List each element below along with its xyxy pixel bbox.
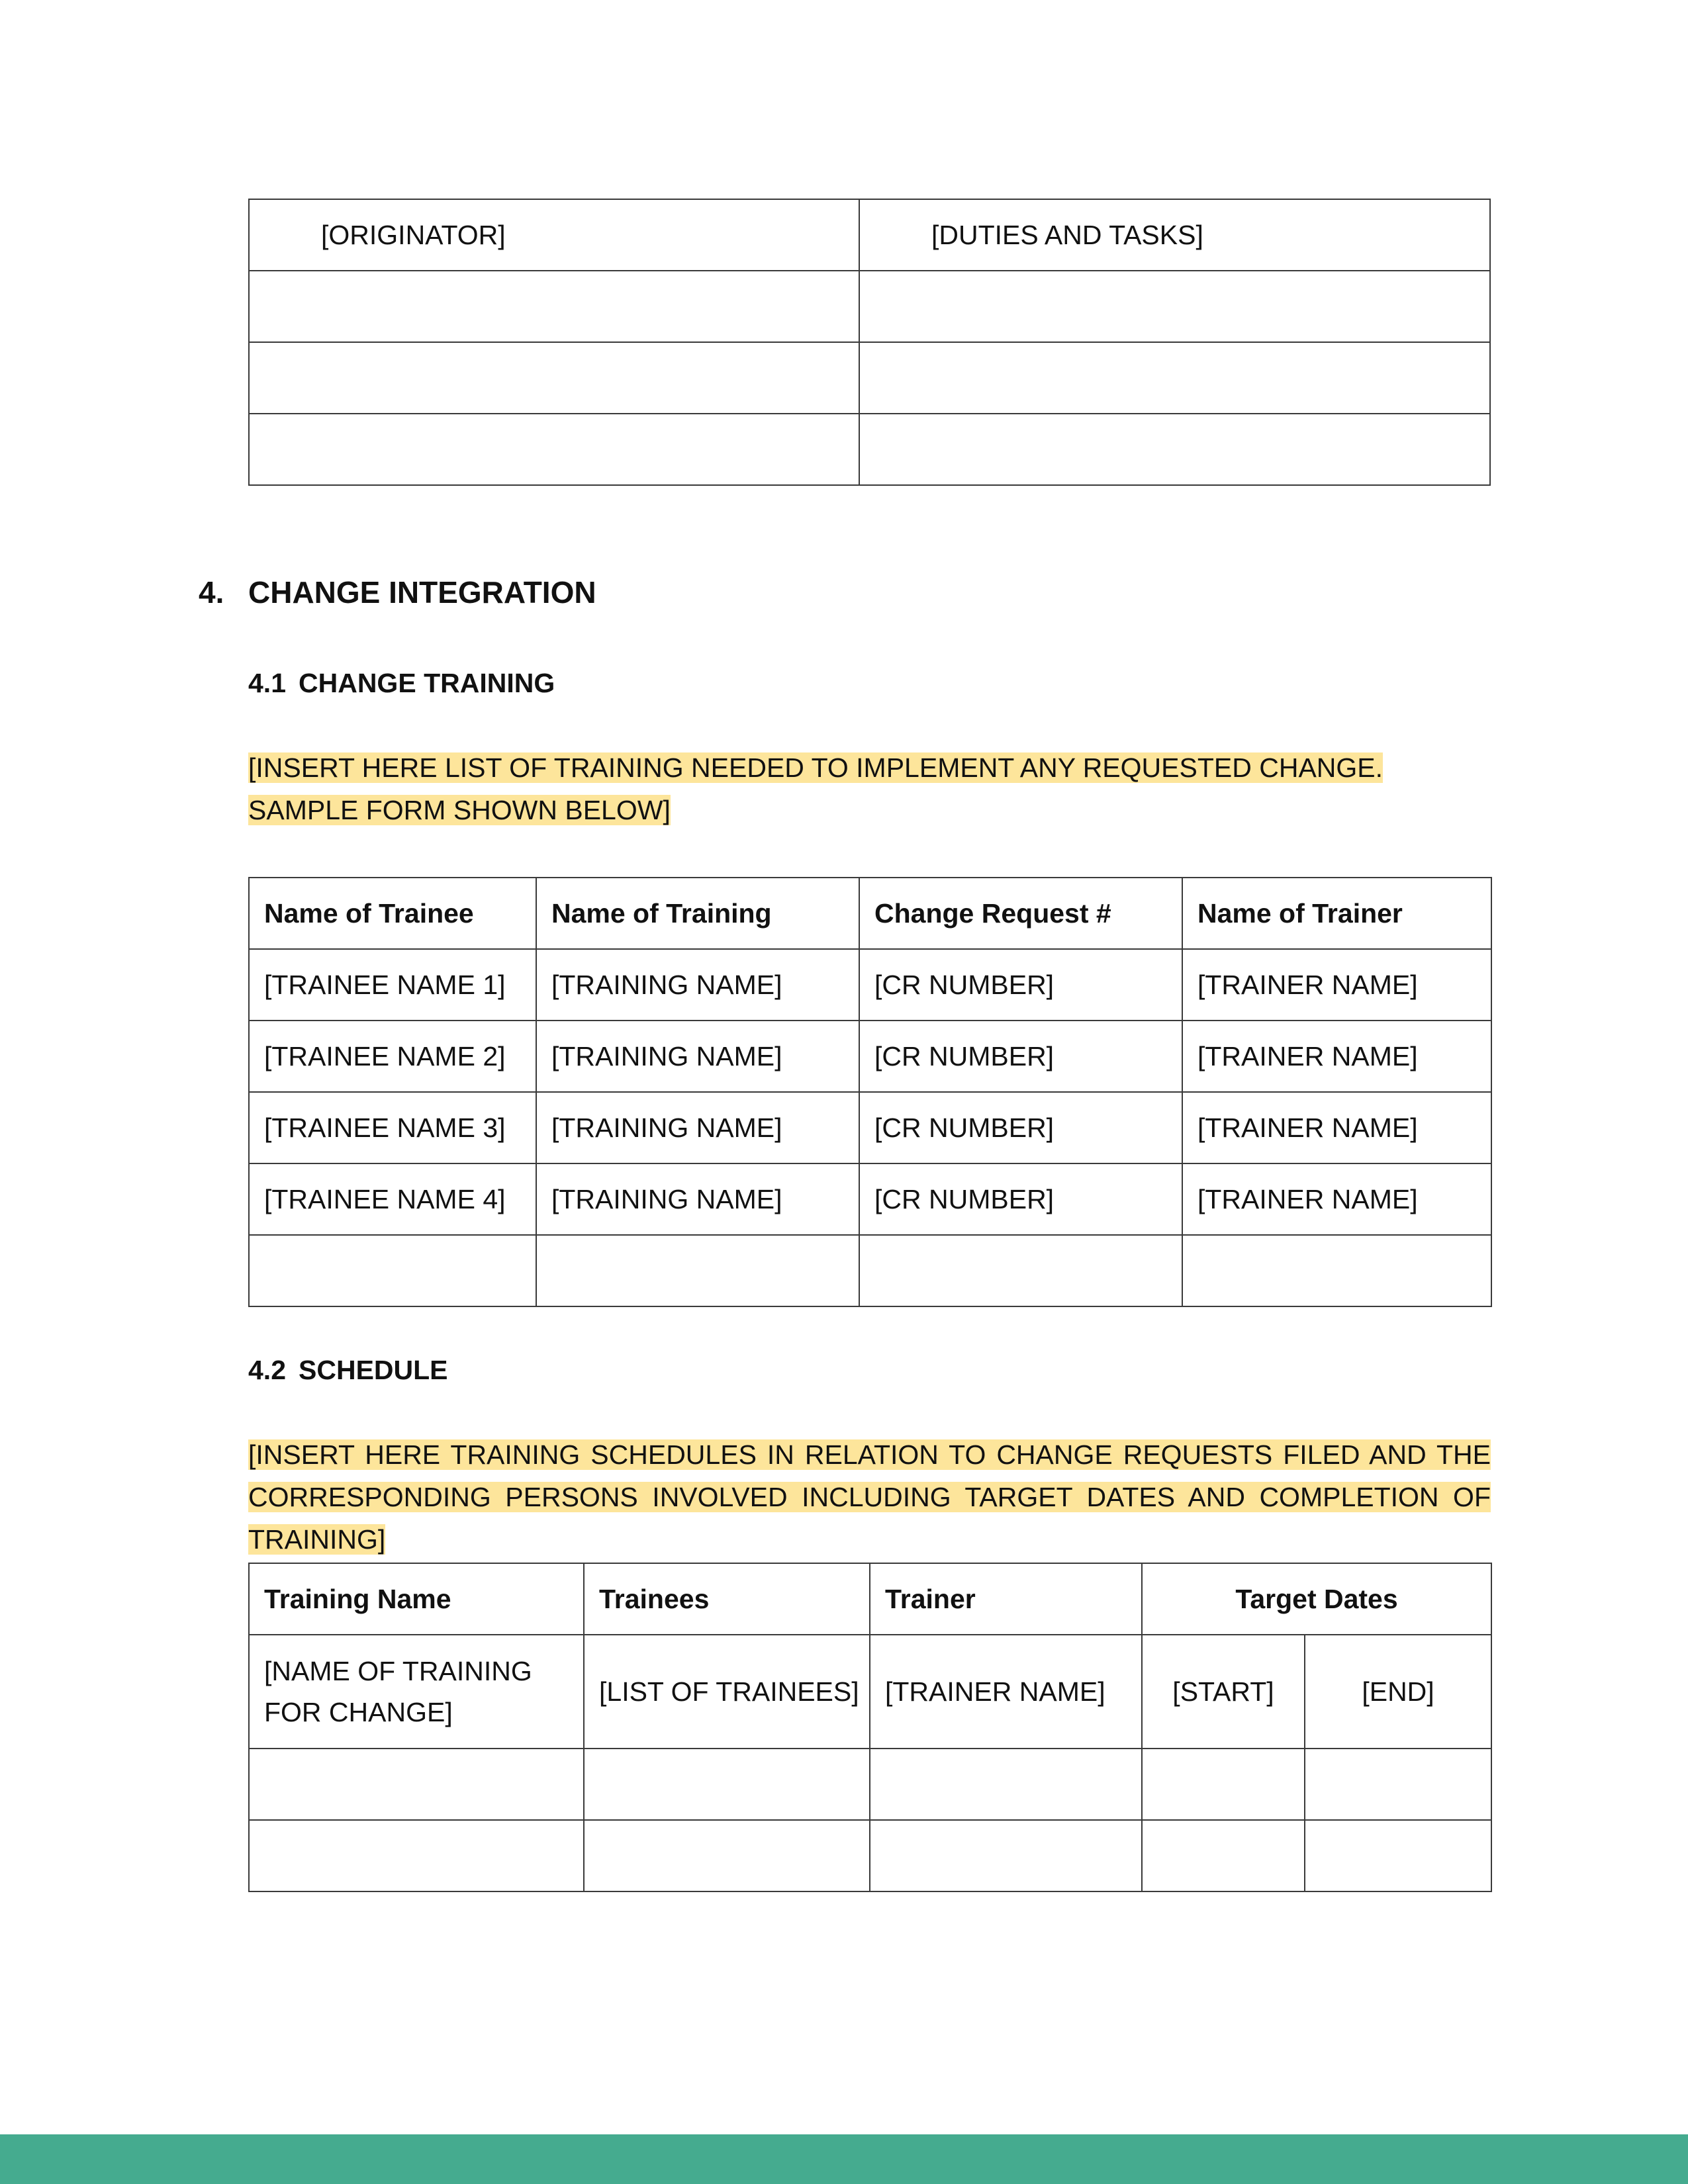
table-cell: [CR NUMBER]	[859, 949, 1182, 1021]
table-cell: [CR NUMBER]	[859, 1092, 1182, 1163]
table-cell	[249, 1635, 584, 1749]
table-row	[249, 1092, 1491, 1163]
table-cell: [CR NUMBER]	[859, 1021, 1182, 1092]
column-header: Trainees	[584, 1563, 870, 1635]
column-header: Target Dates	[1142, 1563, 1491, 1635]
table-cell	[249, 271, 859, 342]
column-header: Training Name	[249, 1563, 584, 1635]
section-title: CHANGE INTEGRATION	[248, 575, 596, 610]
table-cell	[584, 1749, 870, 1820]
table-cell	[870, 1749, 1142, 1820]
section-heading	[199, 574, 596, 610]
column-header: Trainer	[870, 1563, 1142, 1635]
table-row	[249, 949, 1491, 1021]
subsection-number: 4.2	[248, 1355, 286, 1385]
table-cell: [TRAINER NAME]	[1182, 1021, 1491, 1092]
table-row	[249, 1163, 1491, 1235]
table-cell: [LIST OF TRAINEES]	[584, 1635, 870, 1749]
table-cell	[870, 1820, 1142, 1891]
table-cell: [CR NUMBER]	[859, 1163, 1182, 1235]
subsection-title: SCHEDULE	[299, 1355, 448, 1385]
table-cell	[859, 1235, 1182, 1306]
table-cell	[249, 342, 859, 414]
instruction-text	[248, 747, 1491, 831]
table-row	[249, 414, 1490, 485]
subsection-heading	[248, 668, 555, 699]
table-cell	[249, 1749, 584, 1820]
table-header-row	[249, 878, 1491, 949]
table-header-row	[249, 1563, 1491, 1635]
table-cell	[249, 1820, 584, 1891]
table-row	[249, 1235, 1491, 1306]
table-cell: [TRAINING NAME]	[536, 1021, 859, 1092]
highlighted-instruction: [INSERT HERE TRAINING SCHEDULES IN RELATION TO CHANGE REQUESTS FILED AND THE CORRESPONDING PERSONS INVOLVED INCLUDING TARGET DATES AND COMPLETION OF TRAINING]	[248, 1439, 1491, 1555]
instruction-text	[248, 1433, 1491, 1561]
table-cell	[1305, 1820, 1491, 1891]
table-cell: [TRAINEE NAME 4]	[249, 1163, 536, 1235]
table-cell	[859, 342, 1490, 414]
table-cell	[1305, 1749, 1491, 1820]
column-header: Change Request #	[859, 878, 1182, 949]
table-cell	[584, 1820, 870, 1891]
footer-bar	[0, 2134, 1688, 2184]
cell-line: [NAME OF TRAINING	[264, 1656, 532, 1686]
table-cell: [TRAINER NAME]	[1182, 1163, 1491, 1235]
table-cell	[249, 414, 859, 485]
table-row	[249, 1749, 1491, 1820]
table-cell: [TRAINING NAME]	[536, 949, 859, 1021]
table-cell	[859, 271, 1490, 342]
table-cell	[1142, 1820, 1305, 1891]
table-cell: [TRAINING NAME]	[536, 1092, 859, 1163]
subsection-heading	[248, 1355, 448, 1386]
table-cell: [TRAINER NAME]	[870, 1635, 1142, 1749]
training-table	[248, 877, 1492, 1307]
column-header: Name of Trainer	[1182, 878, 1491, 949]
table-cell: [END]	[1305, 1635, 1491, 1749]
table-cell	[536, 1235, 859, 1306]
table-cell: [TRAINEE NAME 3]	[249, 1092, 536, 1163]
table-cell: [START]	[1142, 1635, 1305, 1749]
table-row	[249, 1021, 1491, 1092]
table-cell	[1142, 1749, 1305, 1820]
cell-line: FOR CHANGE]	[264, 1697, 453, 1727]
table-cell: [TRAINER NAME]	[1182, 1092, 1491, 1163]
column-header: Name of Trainee	[249, 878, 536, 949]
table-cell	[859, 414, 1490, 485]
originator-table	[248, 199, 1491, 486]
table-cell: [TRAINER NAME]	[1182, 949, 1491, 1021]
table-cell	[1182, 1235, 1491, 1306]
table-row	[249, 1820, 1491, 1891]
table-row	[249, 342, 1490, 414]
table-cell: [TRAINING NAME]	[536, 1163, 859, 1235]
section-number: 4.	[199, 575, 224, 610]
table-cell: [TRAINEE NAME 1]	[249, 949, 536, 1021]
subsection-title: CHANGE TRAINING	[299, 668, 555, 698]
subsection-number: 4.1	[248, 668, 286, 698]
table-cell: [ORIGINATOR]	[249, 199, 859, 271]
highlighted-instruction: [INSERT HERE LIST OF TRAINING NEEDED TO IMPLEMENT ANY REQUESTED CHANGE. SAMPLE FORM SHOWN BELOW]	[248, 752, 1383, 825]
table-row	[249, 199, 1490, 271]
schedule-table	[248, 1563, 1492, 1892]
table-cell	[249, 1235, 536, 1306]
table-row	[249, 1635, 1491, 1749]
table-row	[249, 271, 1490, 342]
table-cell: [DUTIES AND TASKS]	[859, 199, 1490, 271]
table-cell: [TRAINEE NAME 2]	[249, 1021, 536, 1092]
column-header: Name of Training	[536, 878, 859, 949]
